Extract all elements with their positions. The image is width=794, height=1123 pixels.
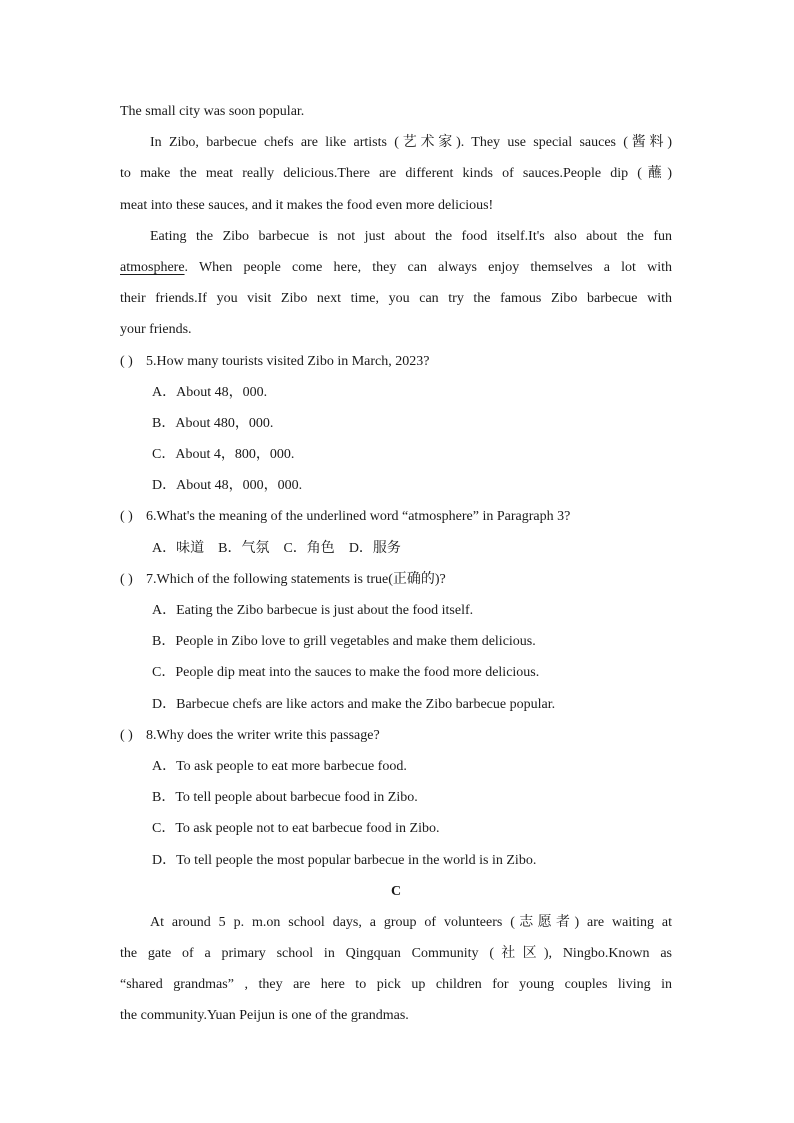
option-c: C．角色: [283, 540, 335, 556]
option-b: B．People in Zibo love to grill vegetables and make them delicious.: [152, 634, 536, 650]
passage-b-line-1: The small city was soon popular.: [120, 104, 305, 119]
option-d: D．To tell people the most popular barbecue in the world is in Zibo.: [152, 852, 537, 868]
question-7: [120, 564, 672, 595]
question-6: [120, 501, 672, 532]
option-d: D．About 48，000，000.: [152, 478, 303, 494]
answer-bracket[interactable]: ( ): [120, 353, 133, 369]
options-row: [120, 533, 672, 564]
option-d: D．Barbecue chefs are like actors and make the Zibo barbecue popular.: [152, 696, 556, 712]
passage-b-line-2: In Zibo, barbecue chefs are like artists (艺术家). They use special sauces (酱料): [150, 135, 672, 151]
question-stem: 8.Why does the writer write this passage?: [146, 727, 380, 743]
passage-c-line-4: the community.Yuan Peijun is one of the grandmas.: [120, 1008, 409, 1024]
passage-b-line-8: your friends.: [120, 322, 192, 338]
passage-b-line-7: their friends.If you visit Zibo next time, you can try the famous Zibo barbecue with: [120, 291, 672, 307]
passage-b-line-5: Eating the Zibo barbecue is not just about the food itself.It's also about the fun: [150, 228, 672, 244]
question-5: [120, 346, 672, 377]
option-c: C．People dip meat into the sauces to make the food more delicious.: [152, 665, 540, 681]
passage-b-line-4: meat into these sauces, and it makes the food even more delicious!: [120, 197, 494, 213]
question-stem: 5.How many tourists visited Zibo in March, 2023?: [146, 353, 430, 369]
option-c: C．About 4，800，000.: [152, 447, 295, 463]
underlined-word: atmosphere: [120, 259, 185, 275]
option-a: A．About 48，000.: [152, 384, 268, 400]
option-b: B．To tell people about barbecue food in Zibo.: [152, 790, 418, 806]
answer-bracket[interactable]: ( ): [120, 727, 133, 743]
option-a: A．味道: [152, 540, 205, 556]
option-a: A．Eating the Zibo barbecue is just about the food itself.: [152, 603, 474, 618]
passage-b-line-6-rest: . When people come here, they can always enjoy themselves a lot with: [184, 259, 672, 275]
option-b: B．About 480，000.: [152, 415, 274, 431]
option-c: C．To ask people not to eat barbecue food in Zibo.: [152, 821, 440, 837]
option-a: A．To ask people to eat more barbecue food.: [152, 758, 407, 774]
option-b: B．气氛: [218, 540, 270, 556]
passage-b-line-6: [120, 252, 672, 283]
question-stem: 7.Which of the following statements is true(正确的)?: [146, 571, 446, 587]
question-stem: 6.What's the meaning of the underlined word “atmosphere” in Paragraph 3?: [146, 509, 571, 525]
document-page: [120, 96, 672, 1032]
question-8: [120, 720, 672, 751]
passage-c-line-2: the gate of a primary school in Qingquan Community (社区), Ningbo.Known as: [120, 946, 672, 962]
option-d: D．服务: [348, 540, 401, 556]
section-heading-c: C: [390, 883, 402, 899]
passage-b-line-3: to make the meat really delicious.There are different kinds of sauces.People dip (蘸): [120, 166, 672, 182]
answer-bracket[interactable]: ( ): [120, 571, 133, 587]
passage-c-line-1: At around 5 p. m.on school days, a group of volunteers (志愿者) are waiting at: [150, 914, 672, 930]
passage-c-line-3: “shared grandmas” , they are here to pick up children for young couples living in: [120, 977, 672, 993]
answer-bracket[interactable]: ( ): [120, 509, 133, 525]
